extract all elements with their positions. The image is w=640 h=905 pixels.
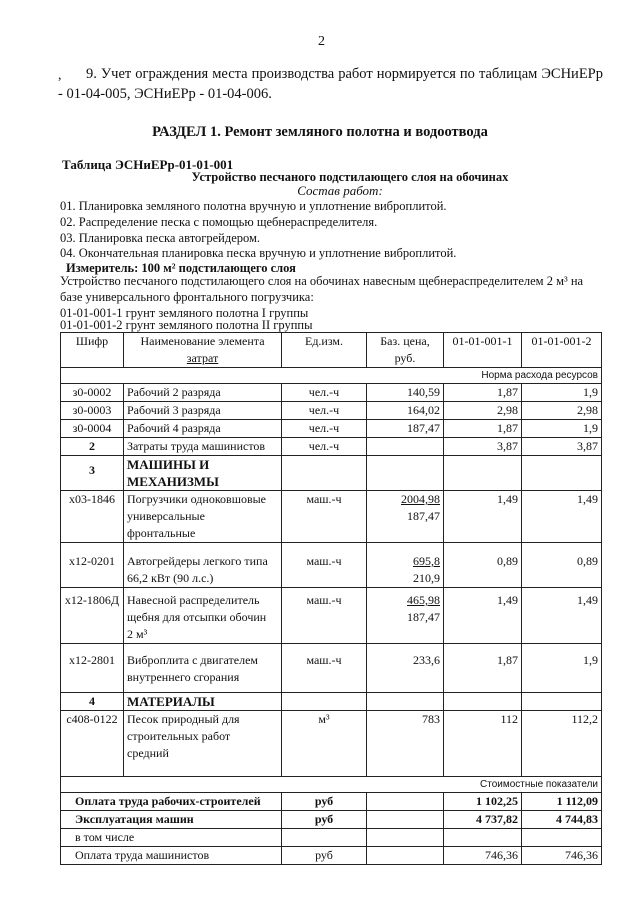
measure-unit: Измеритель: 100 м² подстилающего слоя (66, 261, 296, 275)
cost-row (61, 793, 602, 811)
cost-unit: руб (282, 847, 367, 865)
cell-price: 783 (367, 711, 444, 777)
cell-name: Песок природный для строительных работ средний (124, 711, 282, 777)
work-item: 01. Планировка земляного полотна вручную и уплотнение виброплитой. (60, 199, 447, 213)
cost-unit: руб (282, 793, 367, 811)
table-name: Таблица ЭСНиЕРр-01-01-001 (62, 157, 234, 172)
table-row (61, 644, 602, 693)
cell-v2: 1,9 (522, 644, 602, 693)
cell-v2: 3,87 (522, 438, 602, 456)
cost-v2: 4 744,83 (522, 811, 602, 829)
cell-unit: чел.-ч (282, 384, 367, 402)
cost-row (61, 829, 602, 847)
cell-v1: 3,87 (444, 438, 522, 456)
cell-code: х03-1846 (61, 491, 124, 543)
works-label: Состав работ: (297, 183, 383, 198)
cell-v2: 112,2 (522, 711, 602, 777)
header-code: Шифр (61, 333, 124, 368)
cell-price: 140,59 (367, 384, 444, 402)
cost-row (61, 847, 602, 865)
cell-unit: чел.-ч (282, 420, 367, 438)
cell-name: Погрузчики одноковшовые универсальные фронтальные (124, 491, 282, 543)
cost-v2: 1 112,09 (522, 793, 602, 811)
cell-v2: 0,89 (522, 543, 602, 588)
cell-v1: 1,87 (444, 644, 522, 693)
description: Устройство песчаного подстилающего слоя на обочинах навесным щебнераспределителем 2 м³ на базе универсального фронтального погрузчика: (60, 274, 584, 304)
cell-v2: 1,9 (522, 420, 602, 438)
cell-price: 695,8 210,9 (367, 543, 444, 588)
cost-v1: 4 737,82 (444, 811, 522, 829)
cell-code: х12-0201 (61, 543, 124, 588)
cell-v1: 112 (444, 711, 522, 777)
cell-price: 187,47 (367, 420, 444, 438)
cost-v1: 1 102,25 (444, 793, 522, 811)
cell-name: Рабочий 3 разряда (124, 402, 282, 420)
cell-v2: 1,49 (522, 588, 602, 644)
cell-unit: маш.-ч (282, 644, 367, 693)
cell-v2: 1,49 (522, 491, 602, 543)
work-item: 04. Окончательная планировка песка вручную и уплотнение виброплитой. (60, 246, 457, 260)
table-row (61, 438, 602, 456)
cell-code: х12-2801 (61, 644, 124, 693)
work-item: 02. Распределение песка с помощью щебнераспределителя. (60, 215, 378, 229)
cost-name: Оплата труда машинистов (61, 847, 282, 865)
table-row (61, 711, 602, 777)
cost-name: в том числе (61, 829, 282, 847)
cell-unit: м³ (282, 711, 367, 777)
cost-v2 (522, 829, 602, 847)
table-row (61, 402, 602, 420)
cost-v1 (444, 829, 522, 847)
cell-code: с408-0122 (61, 711, 124, 777)
cell-name: Виброплита с двигателем внутреннего сгорания (124, 644, 282, 693)
cost-label: Стоимостные показатели (61, 777, 602, 793)
cell-unit: маш.-ч (282, 491, 367, 543)
cell-code: 4 (61, 693, 124, 711)
cell-price: 465,98 187,47 (367, 588, 444, 644)
cell-unit: чел.-ч (282, 402, 367, 420)
variant-item: 01-01-001-1 грунт земляного полотна I группы (60, 306, 309, 320)
norma-label: Норма расхода ресурсов (61, 368, 602, 384)
section-label: МАШИНЫ И МЕХАНИЗМЫ (124, 456, 282, 491)
cell-name: Автогрейдеры легкого типа 66,2 кВт (90 л.с.) (124, 543, 282, 588)
section-title: РАЗДЕЛ 1. Ремонт земляного полотна и водоотвода (152, 124, 488, 140)
header-name: Наименование элемента затрат (124, 333, 282, 368)
cost-v2: 746,36 (522, 847, 602, 865)
cell-name: Навесной распределитель щебня для отсыпки обочин 2 м³ (124, 588, 282, 644)
cell-code: х12-1806Д (61, 588, 124, 644)
cell-v1: 1,49 (444, 588, 522, 644)
variant-item: 01-01-001-2 грунт земляного полотна II группы (60, 318, 313, 332)
cell-v1: 2,98 (444, 402, 522, 420)
cell-v1: 1,87 (444, 384, 522, 402)
cost-name: Эксплуатация машин (61, 811, 282, 829)
norma-row (61, 368, 602, 384)
table-row (61, 491, 602, 543)
cell-price: 164,02 (367, 402, 444, 420)
cost-v1: 746,36 (444, 847, 522, 865)
cell-code: з0-0002 (61, 384, 124, 402)
table-row (61, 420, 602, 438)
cell-price: 233,6 (367, 644, 444, 693)
header-unit: Ед.изм. (282, 333, 367, 368)
cell-name: Рабочий 4 разряда (124, 420, 282, 438)
table-row (61, 384, 602, 402)
cost-unit: руб (282, 811, 367, 829)
cell-code: 2 (61, 438, 124, 456)
page-number: 2 (318, 34, 325, 49)
table-title: Устройство песчаного подстилающего слоя на обочинах (191, 170, 509, 184)
table-row (61, 588, 602, 644)
cell-unit: маш.-ч (282, 543, 367, 588)
table-header-row (61, 333, 602, 368)
section-row-machines (61, 456, 602, 491)
header-price: Баз. цена, руб. (367, 333, 444, 368)
section-label: МАТЕРИАЛЫ (124, 693, 282, 711)
resource-table (60, 332, 602, 865)
cell-code: 3 (61, 456, 124, 491)
cell-name: Рабочий 2 разряда (124, 384, 282, 402)
cell-price: 2004,98 187,47 (367, 491, 444, 543)
cell-v1: 1,87 (444, 420, 522, 438)
cell-v2: 2,98 (522, 402, 602, 420)
cell-v1: 1,49 (444, 491, 522, 543)
cost-label-row (61, 777, 602, 793)
work-item: 03. Планировка песка автогрейдером. (60, 231, 261, 245)
stray-comma: , (58, 68, 62, 83)
header-col1: 01-01-001-1 (444, 333, 522, 368)
cell-name: Затраты труда машинистов (124, 438, 282, 456)
cost-name: Оплата труда рабочих-строителей (61, 793, 282, 811)
header-col2: 01-01-001-2 (522, 333, 602, 368)
cost-row (61, 811, 602, 829)
intro-paragraph: 9. Учет ограждения места производства работ нормируется по таблицам ЭСНиЕРр - 01-04-005, ЭСНиЕРр - 01-04-006. (58, 66, 603, 102)
cell-code: з0-0003 (61, 402, 124, 420)
cell-unit: маш.-ч (282, 588, 367, 644)
section-row-materials (61, 693, 602, 711)
cell-price (367, 438, 444, 456)
cell-code: з0-0004 (61, 420, 124, 438)
cost-unit (282, 829, 367, 847)
cell-v1: 0,89 (444, 543, 522, 588)
cell-unit: чел.-ч (282, 438, 367, 456)
table-row (61, 543, 602, 588)
cell-v2: 1,9 (522, 384, 602, 402)
